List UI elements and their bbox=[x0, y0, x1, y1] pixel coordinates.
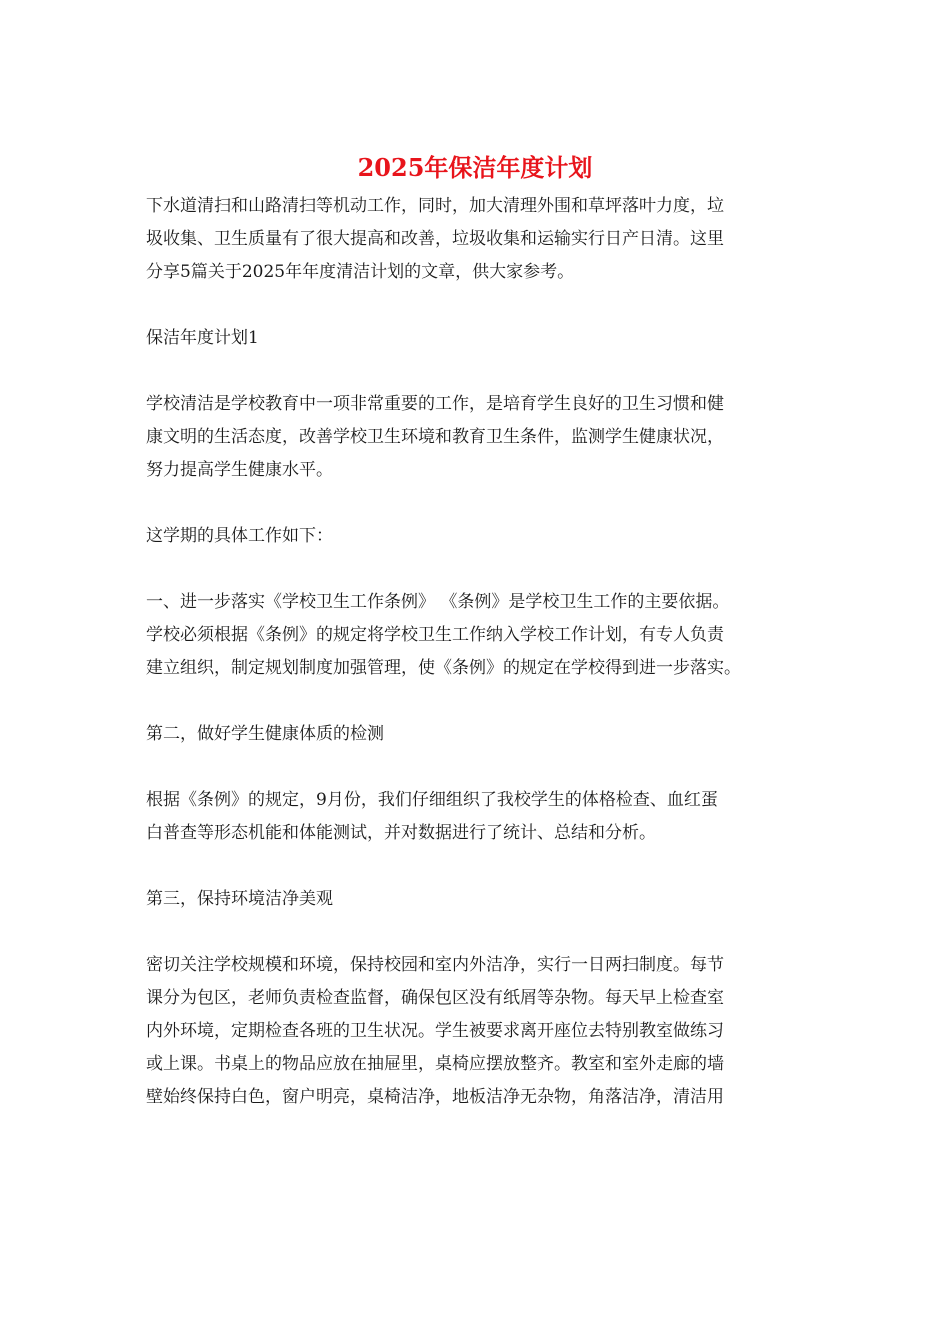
section-heading: 第二，做好学生健康体质的检测 bbox=[146, 724, 384, 744]
body-paragraph: 学校清洁是学校教育中一项非常重要的工作，是培育学生良好的卫生习惯和健 康文明的生活态度，改善学校卫生环境和教育卫生条件，监测学生健康状况， 努力提高学生健康水平。 bbox=[146, 394, 724, 480]
section-heading: 第三，保持环境洁净美观 bbox=[146, 889, 333, 909]
body-paragraph: 这学期的具体工作如下： bbox=[146, 526, 333, 546]
document-body bbox=[146, 190, 816, 1114]
section-heading-plan-1: 保洁年度计划1 bbox=[146, 328, 259, 348]
body-paragraph: 一、进一步落实《学校卫生工作条例》 《条例》是学校卫生工作的主要依据。 学校必须根据《条例》的规定将学校卫生工作纳入学校工作计划，有专人负责 建立组织，制定规划制度加强管理，使《条例》的规定在学校得到进一步落实。 bbox=[146, 592, 741, 678]
intro-paragraph: 下水道清扫和山路清扫等机动工作，同时，加大清理外围和草坪落叶力度，垃 圾收集、卫生质量有了很大提高和改善，垃圾收集和运输实行日产日清。这里 分享5篇关于2025年年度清洁计划的文章，供大家参考。 bbox=[146, 196, 724, 282]
document-title: 2025年保洁年度计划 bbox=[357, 153, 593, 182]
body-paragraph: 密切关注学校规模和环境，保持校园和室内外洁净，实行一日两扫制度。每节 课分为包区，老师负责检查监督，确保包区没有纸屑等杂物。每天早上检查室 内外环境，定期检查各班的卫生状况。学生被要求离开座位去特别教室做练习 或上课。书桌上的物品应放在抽屉里，桌椅应摆放整齐。教室和室外走廊的墙 壁始终保持白色，窗户明亮，桌椅洁净，地板洁净无杂物，角落洁净，清洁用 bbox=[146, 955, 724, 1107]
body-paragraph: 根据《条例》的规定，9月份，我们仔细组织了我校学生的体格检查、血红蛋 白普查等形态机能和体能测试，并对数据进行了统计、总结和分析。 bbox=[146, 790, 718, 843]
